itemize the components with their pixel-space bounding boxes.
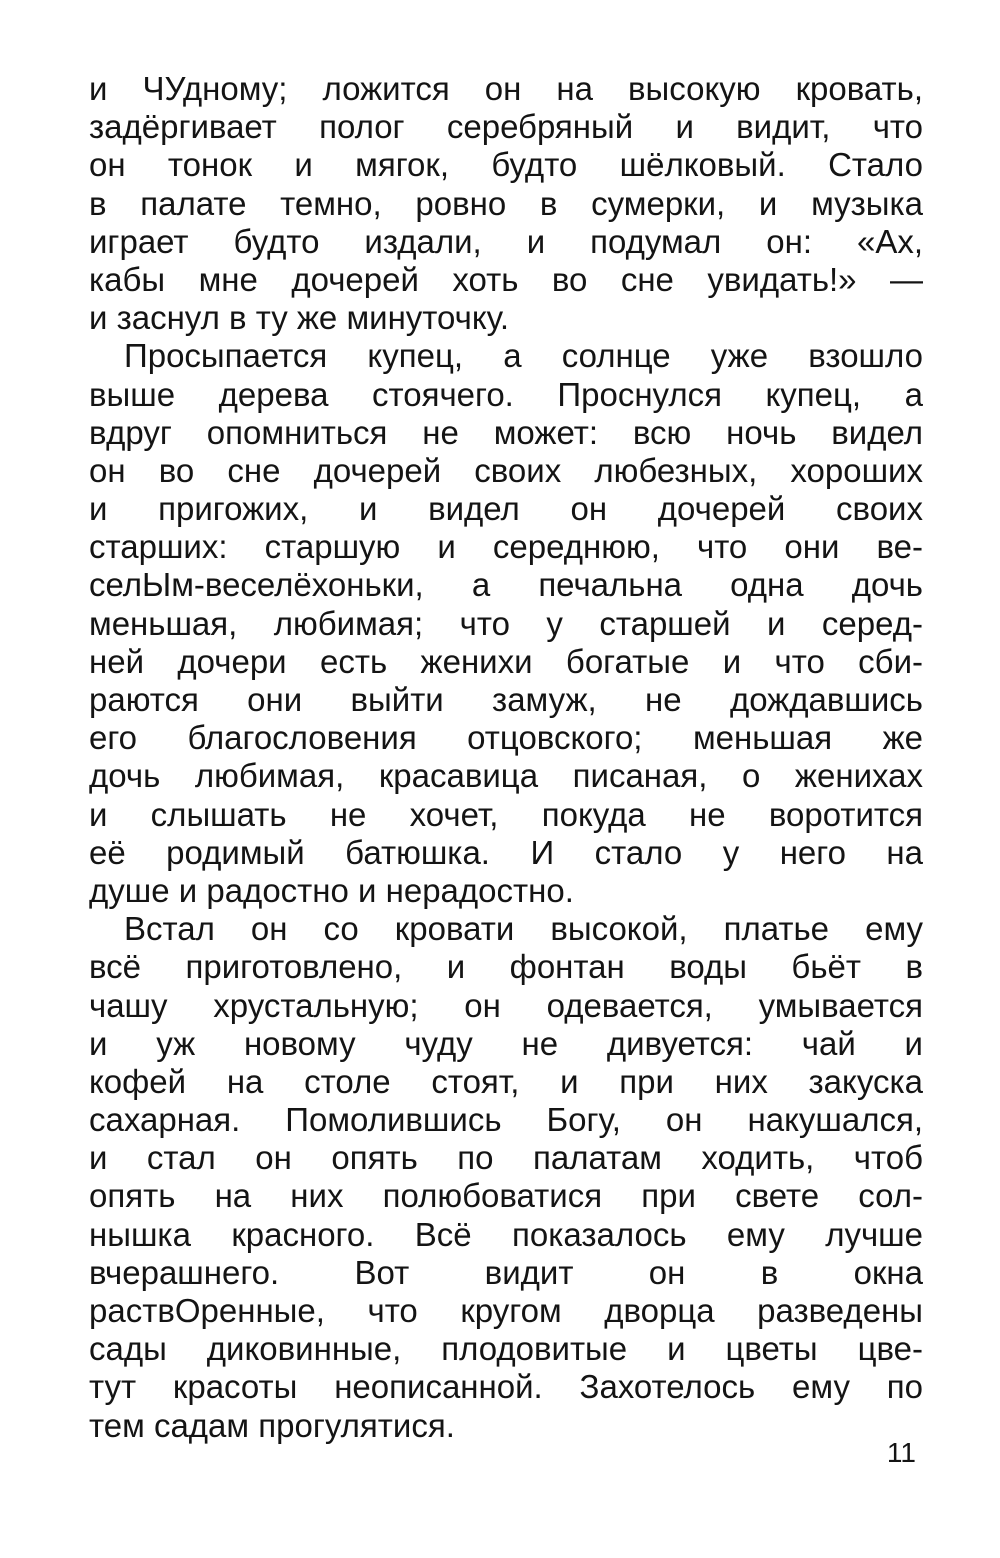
paragraph-1	[89, 70, 923, 337]
text-line: и ЧУдному; ложится он на высокую кровать,	[89, 70, 923, 107]
text-line: вчерашнего. Вот видит он в окна	[89, 1253, 923, 1291]
text-line: и стал он опять по палатам ходить, чтоб	[89, 1139, 923, 1177]
text-line: ней дочери есть женихи богатые и что сби-	[89, 642, 923, 680]
text-line: сады диковинные, плодовитые и цветы цве-	[89, 1330, 923, 1368]
text-line: Встал он со кровати высокой, платье ему	[124, 910, 923, 948]
text-line: всё приготовлено, и фонтан воды бьёт в	[89, 948, 923, 986]
text-line: вдруг опомниться не может: всю ночь видел	[89, 413, 923, 451]
text-line: раются они выйти замуж, не дождавшись	[89, 681, 923, 718]
paragraph-2	[89, 337, 923, 910]
text-line: нышка красного. Всё показалось ему лучше	[89, 1215, 923, 1253]
text-line: он тонок и мягок, будто шёлковый. Стало	[89, 146, 923, 184]
text-line: Просыпается купец, а солнце уже взошло	[124, 337, 923, 375]
text-column	[89, 70, 923, 1445]
text-line: дочь любимая, красавица писаная, о женихах	[89, 757, 923, 795]
text-line: он во сне дочерей своих любезных, хороших	[89, 451, 923, 489]
text-line: и заснул в ту же минуточку.	[89, 299, 510, 337]
text-line: селЫм-веселёхоньки, а печальна одна дочь	[89, 566, 923, 604]
text-line: душе и радостно и нерадостно.	[89, 871, 574, 909]
text-line: в палате темно, ровно в сумерки, и музыка	[89, 184, 923, 222]
text-line: и слышать не хочет, покуда не воротится	[89, 795, 923, 833]
text-line: старших: старшую и середнюю, что они ве-	[89, 528, 923, 566]
text-line: играет будто издали, и подумал он: «Ах,	[89, 222, 923, 260]
text-line: выше дерева стоячего. Проснулся купец, а	[89, 375, 923, 413]
text-line: меньшая, любимая; что у старшей и серед-	[89, 604, 923, 642]
text-line: её родимый батюшка. И стало у него на	[89, 833, 923, 871]
text-line: его благословения отцовского; меньшая же	[89, 719, 923, 757]
text-line: тем садам прогулятися.	[89, 1406, 455, 1444]
text-line: задёргивает полог серебряный и видит, что	[89, 108, 923, 146]
paragraph-3	[89, 910, 923, 1445]
page-number: 11	[886, 1437, 916, 1468]
text-line: кабы мне дочерей хоть во сне увидать!» —	[89, 260, 923, 298]
text-line: и уж новому чуду не дивуется: чай и	[89, 1024, 923, 1062]
text-line: кофей на столе стоят, и при них закуска	[89, 1062, 923, 1100]
text-line: сахарная. Помолившись Богу, он накушался,	[89, 1101, 923, 1139]
text-line: раствОренные, что кругом дворца разведены	[89, 1292, 923, 1329]
text-line: тут красоты неописанной. Захотелось ему по	[89, 1368, 923, 1406]
text-line: и пригожих, и видел он дочерей своих	[89, 490, 923, 528]
text-line: опять на них полюбоватися при свете сол-	[89, 1177, 923, 1215]
text-line: чашу хрустальную; он одевается, умывается	[89, 986, 923, 1024]
